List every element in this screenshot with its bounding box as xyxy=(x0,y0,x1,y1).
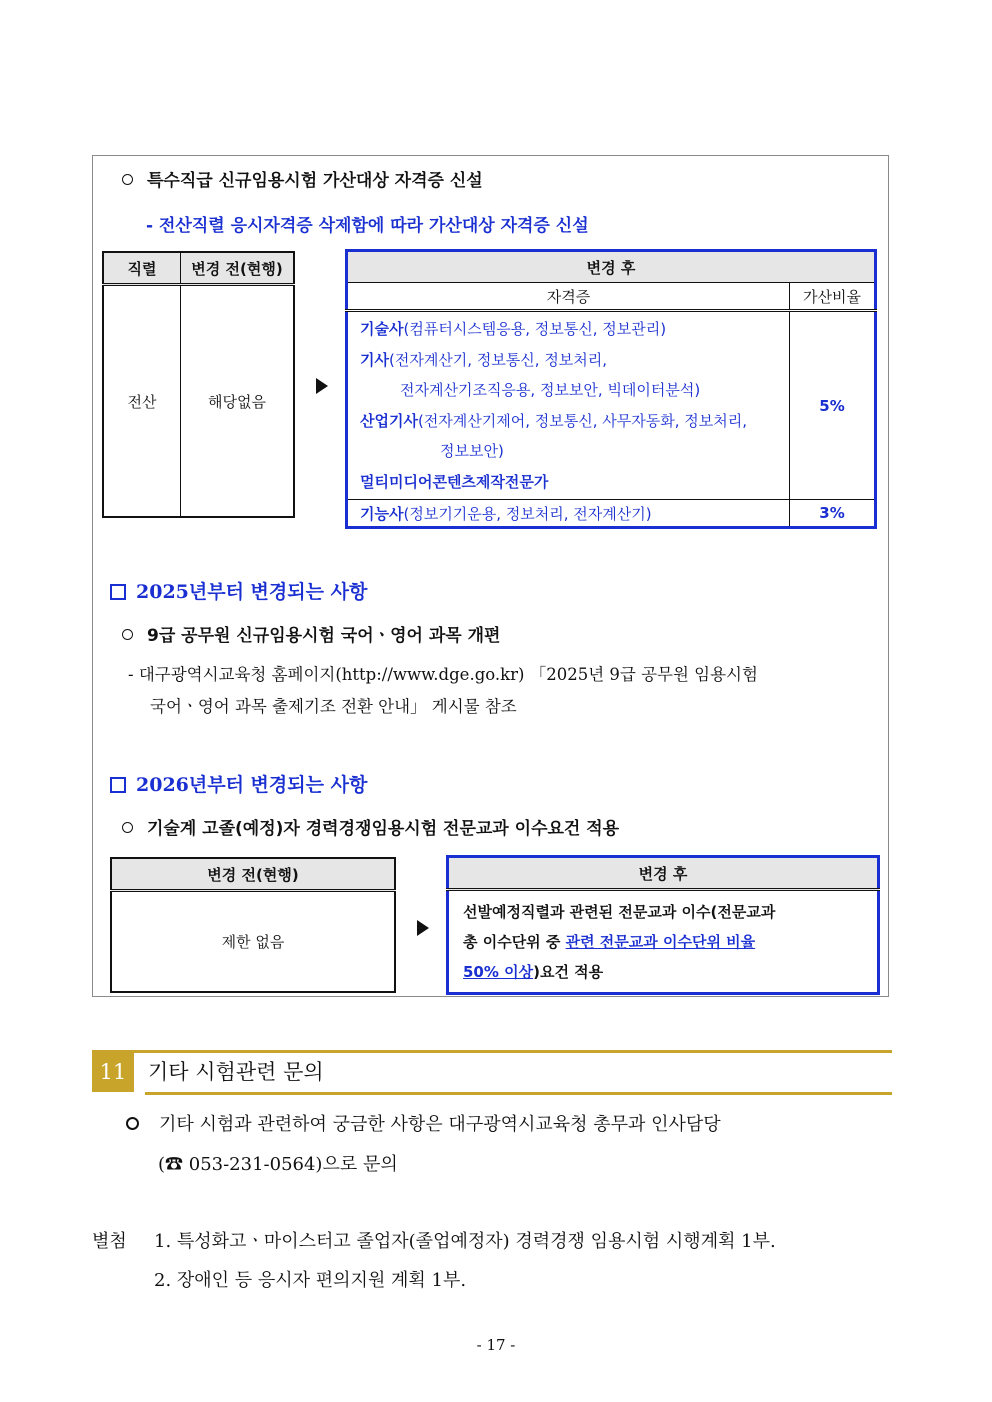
attachment-item-2: 2. 장애인 등 응시자 편의지원 계획 1부. xyxy=(154,1270,467,1291)
cert-industrial-detail-2: 정보보안) xyxy=(440,442,504,460)
col-ratio-header: 가산비율 xyxy=(790,283,876,311)
ratio-cell-1: 5% xyxy=(790,311,876,500)
section11-line-2: (☎ 053-231-0564)으로 문의 xyxy=(158,1154,398,1175)
cert-engineer: 기사 xyxy=(360,350,389,369)
after-2026-value xyxy=(448,890,879,994)
circle-bullet-icon xyxy=(122,174,133,185)
cert-engineer-pro: 기술사 xyxy=(360,320,404,338)
section-2025-title: 2025년부터 변경되는 사항 xyxy=(110,577,367,604)
special-subheading: - 전산직렬 응시자격증 삭제함에 따라 가산대상 자격증 신설 xyxy=(146,216,589,236)
cert-engineer-detail-2: 전자계산기조직응용, 정보보안, 빅데이터분석) xyxy=(400,381,701,399)
cert-multimedia: 멀티미디어콘텐츠제작전문가 xyxy=(360,472,549,491)
section-2025-item: 9급 공무원 신규임용시험 국어ㆍ영어 과목 개편 xyxy=(122,621,500,646)
after-2026-line-3b: )요건 적용 xyxy=(533,962,604,981)
before-table xyxy=(102,251,295,518)
circle-bullet-icon xyxy=(126,1117,139,1130)
section11-title: 기타 시험관련 문의 xyxy=(148,1060,324,1084)
attachments-label: 별첨 xyxy=(92,1231,127,1252)
section11-number: 11 xyxy=(92,1053,134,1092)
before-2026-header: 변경 전(현행) xyxy=(111,858,395,891)
arrow-right-icon xyxy=(316,378,328,394)
after-2026-line-1: 선발예정직렬과 관련된 전문교과 이수(전문교과 xyxy=(463,902,776,921)
special-heading: 특수직급 신규임용시험 가산대상 자격증 신설 xyxy=(122,166,483,191)
square-bullet-icon xyxy=(110,777,126,793)
position-cell: 전산 xyxy=(103,285,181,518)
after-header: 변경 후 xyxy=(347,251,876,283)
page-number: - 17 - xyxy=(476,1336,516,1354)
section11-bottom-rule xyxy=(145,1092,892,1095)
before-2026-table xyxy=(110,857,396,993)
after-2026-line-2b: 관련 전문교과 이수단위 비율 xyxy=(565,932,756,951)
circle-bullet-icon xyxy=(122,822,133,833)
cert-craftsman-detail: (정보기기운용, 정보처리, 전자계산기) xyxy=(403,504,652,523)
cert-cell-1 xyxy=(347,311,790,500)
after-2026-header: 변경 후 xyxy=(448,857,879,890)
cert-industrial: 산업기사 xyxy=(360,411,418,430)
col-cert-header: 자격증 xyxy=(347,283,790,311)
section-2025-desc-2: 국어ㆍ영어 과목 출제기조 전환 안내」 게시물 참조 xyxy=(150,697,517,716)
after-2026-table xyxy=(446,855,880,995)
section11-line-1: 기타 시험과 관련하여 궁금한 사항은 대구광역시교육청 총무과 인사담당 xyxy=(126,1110,721,1136)
cert-engineer-pro-detail: (컴퓨터시스템응용, 정보통신, 정보관리) xyxy=(403,320,667,338)
circle-bullet-icon xyxy=(122,629,133,640)
cert-cell-2 xyxy=(347,500,790,528)
after-2026-line-3a: 50% 이상 xyxy=(463,962,534,981)
attachment-item-1: 1. 특성화고ㆍ마이스터고 졸업자(졸업예정자) 경력경쟁 임용시험 시행계획 1부. xyxy=(154,1231,776,1252)
cert-engineer-detail: (전자계산기, 정보통신, 정보처리, xyxy=(388,350,608,369)
cert-industrial-detail: (전자계산기제어, 정보통신, 사무자동화, 정보처리, xyxy=(417,411,747,430)
col-before-header: 변경 전(현행) xyxy=(181,252,295,285)
cert-craftsman: 기능사 xyxy=(360,504,404,523)
ratio-cell-2: 3% xyxy=(790,500,876,528)
before-cell: 해당없음 xyxy=(181,285,295,518)
square-bullet-icon xyxy=(110,584,126,600)
after-2026-line-2a: 총 이수단위 중 xyxy=(463,932,566,951)
section11-top-rule xyxy=(92,1050,892,1053)
after-table xyxy=(345,249,877,529)
before-2026-value: 제한 없음 xyxy=(111,891,395,993)
section-2026-item: 기술계 고졸(예정)자 경력경쟁임용시험 전문교과 이수요건 적용 xyxy=(122,814,619,839)
section-2025-desc-1: - 대구광역시교육청 홈페이지(http://www.dge.go.kr) 「2025년 9급 공무원 임용시험 xyxy=(128,665,758,684)
col-position-header: 직렬 xyxy=(103,252,181,285)
section-2026-title: 2026년부터 변경되는 사항 xyxy=(110,770,367,797)
arrow-right-icon xyxy=(417,920,429,936)
